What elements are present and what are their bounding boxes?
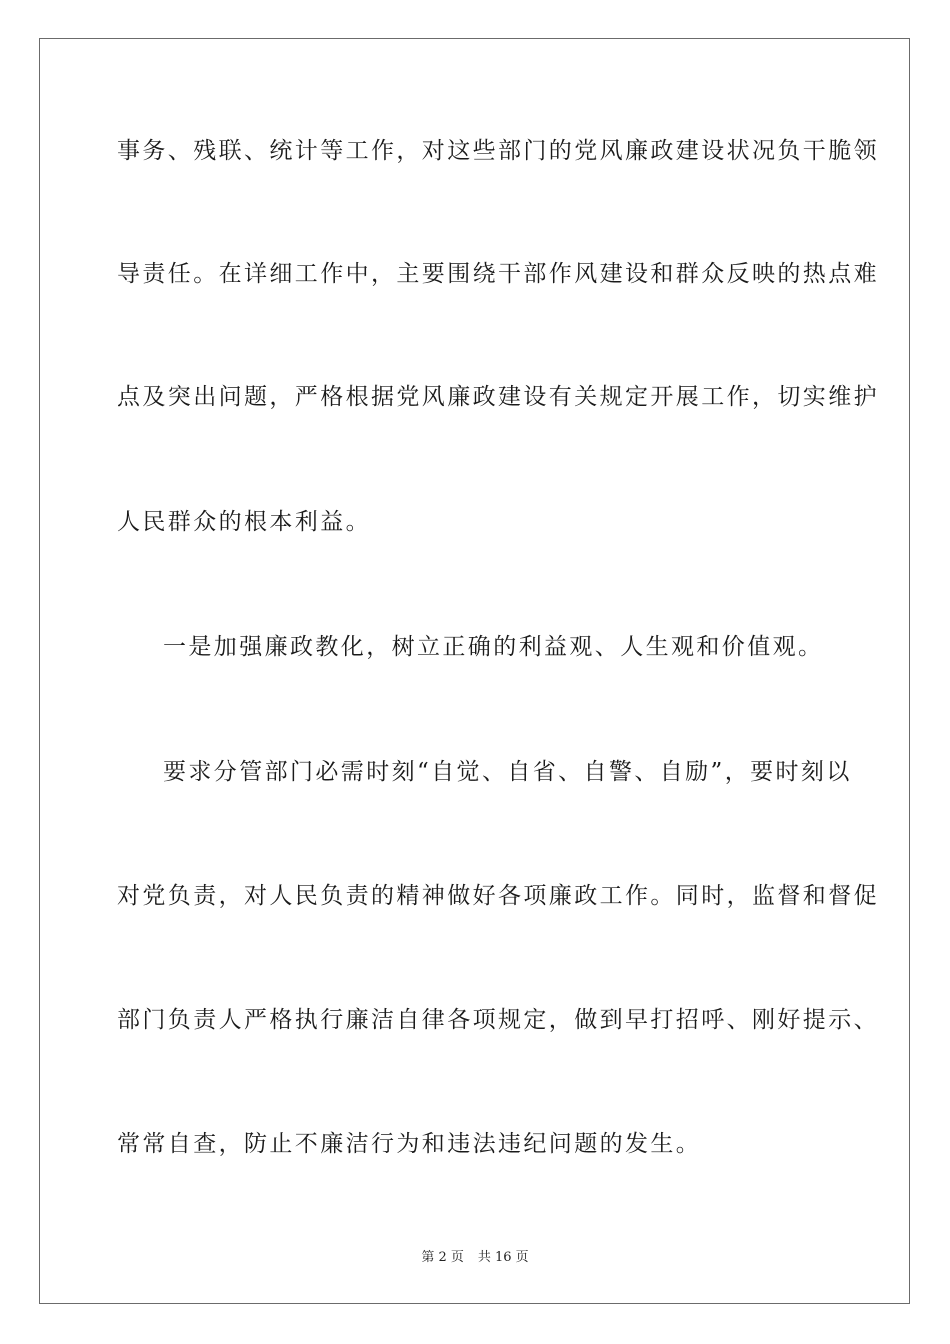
body-text-line: 人民群众的根本利益。 xyxy=(117,509,371,535)
total-pages: 共 16 页 xyxy=(477,1250,529,1265)
page-number: 第 2 页 xyxy=(421,1250,464,1265)
body-text-line: 导责任。在详细工作中，主要围绕干部作风建设和群众反映的热点难 xyxy=(117,261,879,287)
page-border xyxy=(39,38,910,1304)
body-text-line: 对党负责，对人民负责的精神做好各项廉政工作。同时，监督和督促 xyxy=(117,883,879,909)
body-text-line: 部门负责人严格执行廉洁自律各项规定，做到早打招呼、刚好提示、 xyxy=(117,1007,879,1033)
body-text-line: 要求分管部门必需时刻“自觉、自省、自警、自励”，要时刻以 xyxy=(163,759,852,785)
body-text-line: 事务、残联、统计等工作，对这些部门的党风廉政建设状况负干脆领 xyxy=(117,138,879,164)
body-text-line: 点及突出问题，严格根据党风廉政建设有关规定开展工作，切实维护 xyxy=(117,384,879,410)
body-text-line: 一是加强廉政教化，树立正确的利益观、人生观和价值观。 xyxy=(163,634,824,660)
page-footer xyxy=(0,1246,950,1265)
body-text-line: 常常自查，防止不廉洁行为和违法违纪问题的发生。 xyxy=(117,1131,702,1157)
